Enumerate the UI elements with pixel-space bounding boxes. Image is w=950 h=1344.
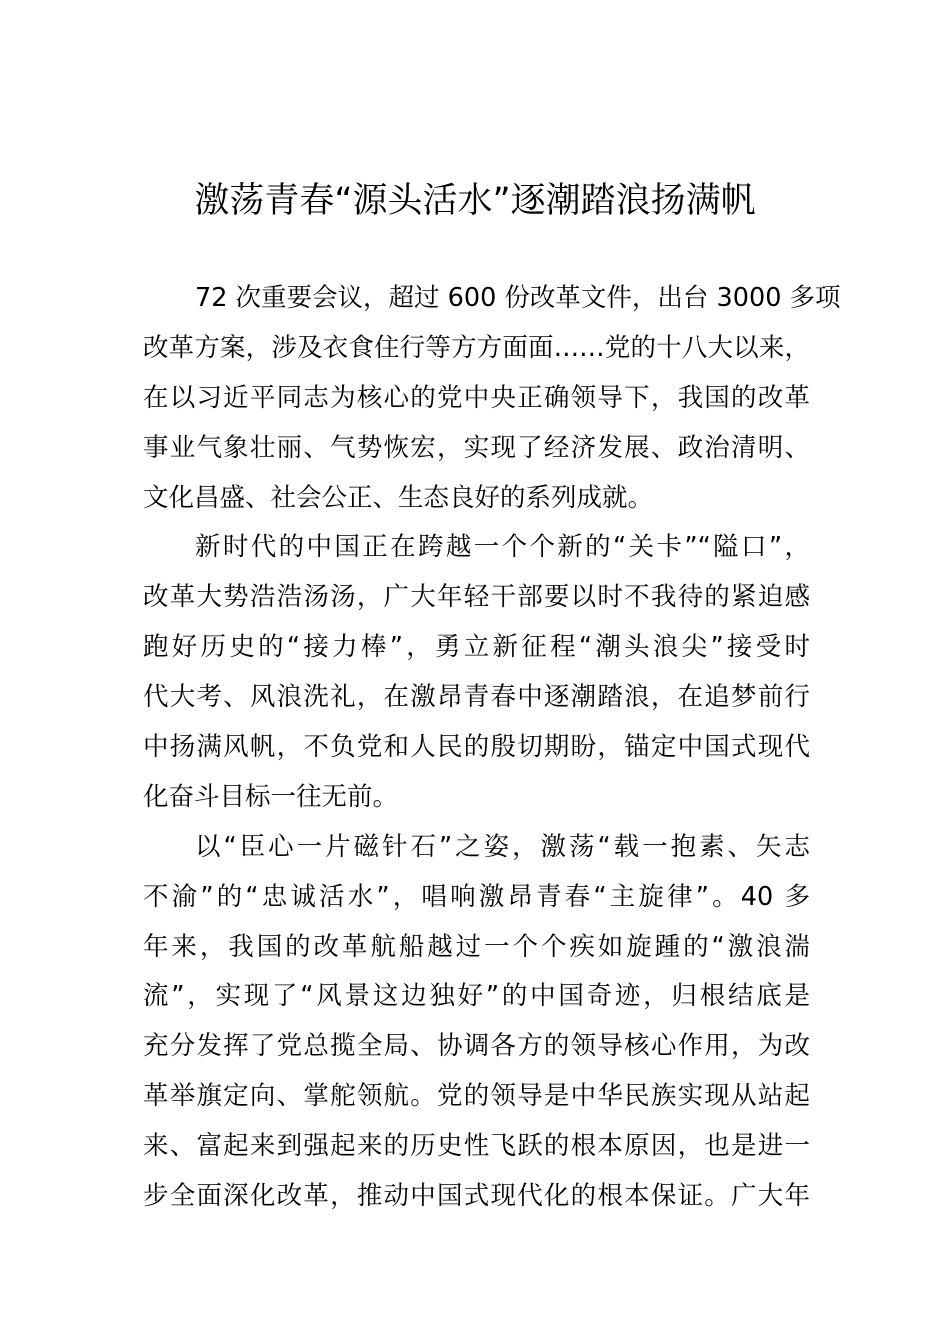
text-line: 事业气象壮丽、气势恢宏，实现了经济发展、政治清明、 bbox=[143, 432, 810, 463]
text-line: 跑好历史的“接力棒”，勇立新征程“潮头浪尖”接受时 bbox=[143, 632, 810, 663]
text-line: 年来，我国的改革航船越过一个个疾如旋踵的“激浪湍 bbox=[143, 931, 810, 962]
text-line: 流”，实现了“风景这边独好”的中国奇迹，归根结底是 bbox=[143, 981, 810, 1012]
text-line: 改革大势浩浩汤汤，广大年轻干部要以时不我待的紧迫感 bbox=[143, 582, 810, 613]
text-line: 步全面深化改革，推动中国式现代化的根本保证。广大年 bbox=[143, 1181, 810, 1212]
text-line: 72 次重要会议，超过 600 份改革文件，出台 3000 多项 bbox=[195, 283, 841, 313]
document-body bbox=[143, 274, 841, 1222]
text-line: 革举旗定向、掌舵领航。党的领导是中华民族实现从站起 bbox=[143, 1081, 810, 1112]
text-line: 中扬满风帆，不负党和人民的殷切期盼，锚定中国式现代 bbox=[143, 732, 810, 763]
text-line: 改革方案，涉及衣食住行等方方面面……党的十八大以来， bbox=[143, 332, 810, 363]
text-line: 化奋斗目标一往无前。 bbox=[143, 781, 399, 812]
text-line: 不渝”的“忠诚活水”，唱响激昂青春“主旋律”。40 多 bbox=[143, 881, 810, 912]
text-line: 来、富起来到强起来的历史性飞跃的根本原因，也是进一 bbox=[143, 1131, 810, 1162]
text-line: 以“臣心一片磁针石”之姿，激荡“载一抱素、矢志 bbox=[195, 831, 810, 862]
text-line: 新时代的中国正在跨越一个个新的“关卡”“隘口”， bbox=[195, 532, 810, 563]
text-line: 在以习近平同志为核心的党中央正确领导下，我国的改革 bbox=[143, 382, 810, 413]
document-title: 激荡青春“源头活水”逐潮踏浪扬满帆 bbox=[194, 181, 756, 221]
text-line: 代大考、风浪洗礼，在激昂青春中逐潮踏浪，在追梦前行 bbox=[143, 682, 810, 713]
text-line: 充分发挥了党总揽全局、协调各方的领导核心作用，为改 bbox=[143, 1031, 810, 1062]
text-line: 文化昌盛、社会公正、生态良好的系列成就。 bbox=[143, 482, 654, 513]
